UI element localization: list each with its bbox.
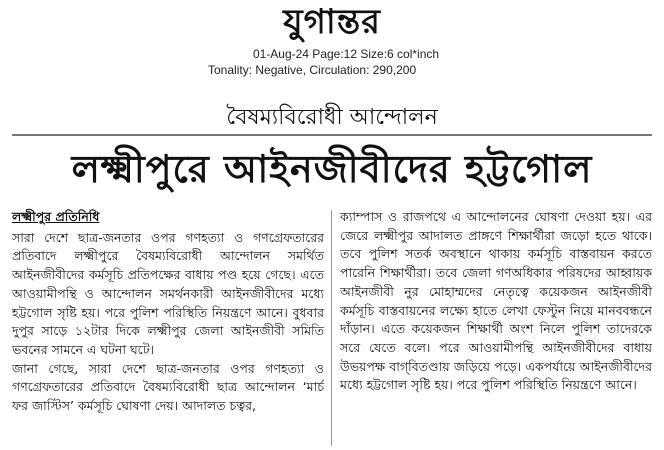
clip-info-tonality-circulation: Tonality: Negative, Circulation: 290,200 xyxy=(208,63,417,77)
article-kicker: বৈষম্যবিরোধী আন্দোলন xyxy=(226,105,438,130)
newspaper-masthead: যুগান্তর xyxy=(283,2,381,42)
article-column-left xyxy=(12,208,324,416)
article-paragraph: সারা দেশে ছাত্র-জনতার ওপর গণহত্যা ও গণগ্রেফতারের প্রতিবাদে লক্ষ্মীপুরে বৈষম্যবিরোধী আন্দোলন সমর্থিত আইনজীবীদের কর্মসূচি প্রতিপক্ষের বাধায় পণ্ড হয়ে গেছে। এতে আওয়ামীপন্থি ও আন্দোলন সমর্থনকারী আইনজীবীদের মধ্যে হট্টগোল সৃষ্টি হয়। পরে পুলিশ পরিস্থিতি নিয়ন্ত্রণে আনে। বুধবার দুপুর সাড়ে ১২টার দিকে লক্ষ্মীপুর জেলা আইনজীবী সমিতি ভবনের সামনে এ ঘটনা ঘটে। xyxy=(12,229,324,357)
clip-info-date-page-size: 01-Aug-24 Page:12 Size:6 col*inch xyxy=(252,47,440,61)
article-byline: লক্ষ্মীপুর প্রতিনিধি xyxy=(12,209,100,224)
article-paragraph: জানা গেছে, সারা দেশে ছাত্র-জনতার ওপর গণহত্যা ও গণগ্রেফতারের প্রতিবাদে বৈষম্যবিরোধী ছাত্র আন্দোলন ‘মার্চ ফর জাস্টিস’ কর্মসূচি ঘোষণা দেয়। আদালত চত্বর, xyxy=(12,360,324,414)
column-divider xyxy=(331,210,332,446)
article-paragraph: ক্যাম্পাস ও রাজপথে এ আন্দোলনের ঘোষণা দেওয়া হয়। এর জেরে লক্ষ্মীপুর আদালত প্রাঙ্গণে শিক্ষার্থীরা জড়ো হতে থাকে। তবে পুলিশ সতর্ক অবস্থানে থাকায় কর্মসূচি বাস্তবায়ন করতে পারেনি শিক্ষার্থীরা। তবে জেলা গণঅধিকার পরিষদের আহ্বায়ক আইনজীবী নুর মোহাম্মদের নেতৃত্বে কয়েকজন আইনজীবী কর্মসূচি বাস্তবায়নের লক্ষ্যে হাতে লেখা ফেস্টুন নিয়ে মানববন্ধনে দাঁড়ান। এতে কয়েকজন শিক্ষার্থী অংশ নিলে পুলিশ তাদেরকে সরে যেতে বলে। পরে আওয়ামীপন্থি আইনজীবীদের বাধায় উভয়পক্ষ বাগ্‌বিতণ্ডায় জড়িয়ে পড়ে। একপর্যায়ে আইনজীবীদের মধ্যে হট্টগোল সৃষ্টি হয়। পরে পুলিশ পরিস্থিতি নিয়ন্ত্রণে আনে। xyxy=(340,209,652,393)
kicker-rule xyxy=(12,134,652,136)
article-column-right xyxy=(340,208,652,395)
clip-info xyxy=(208,46,466,78)
article-headline: লক্ষ্মীপুরে আইনজীবীদের হট্টগোল xyxy=(71,147,593,191)
